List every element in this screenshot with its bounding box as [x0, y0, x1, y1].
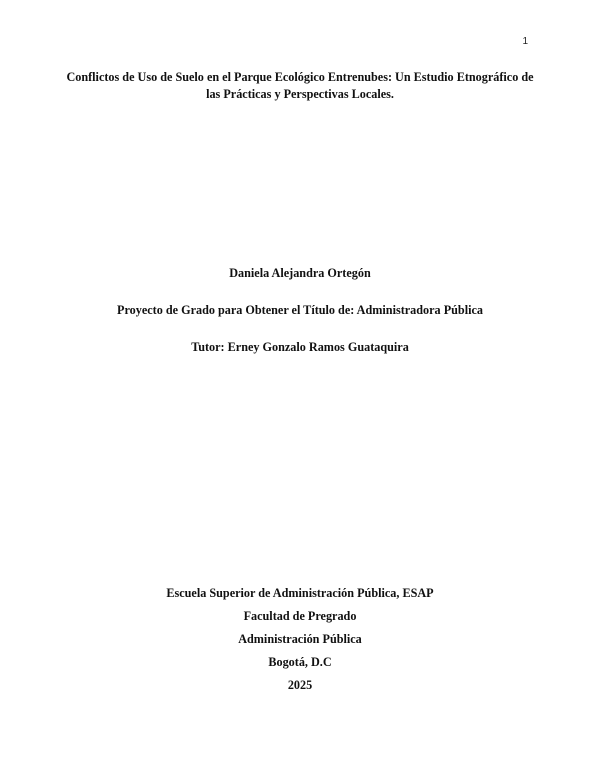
- author-name: Daniela Alejandra Ortegón: [229, 266, 371, 280]
- institution-block: [60, 585, 540, 700]
- faculty-name: Facultad de Pregrado: [243, 609, 357, 623]
- title-line-1: Conflictos de Uso de Suelo en el Parque Ecológico Entrenubes: Un Estudio Etnográfico de: [66, 70, 534, 84]
- document-title: [60, 69, 540, 103]
- city-name: Bogotá, D.C: [268, 655, 332, 669]
- institution-name: Escuela Superior de Administración Pública, ESAP: [166, 586, 434, 600]
- program-name: Administración Pública: [238, 632, 362, 646]
- title-line-2: las Prácticas y Perspectivas Locales.: [206, 87, 394, 101]
- page-number: 1: [522, 36, 528, 47]
- project-statement: Proyecto de Grado para Obtener el Título de: Administradora Pública: [117, 303, 483, 317]
- year: 2025: [287, 678, 313, 692]
- tutor-name: Tutor: Erney Gonzalo Ramos Guataquira: [191, 340, 409, 354]
